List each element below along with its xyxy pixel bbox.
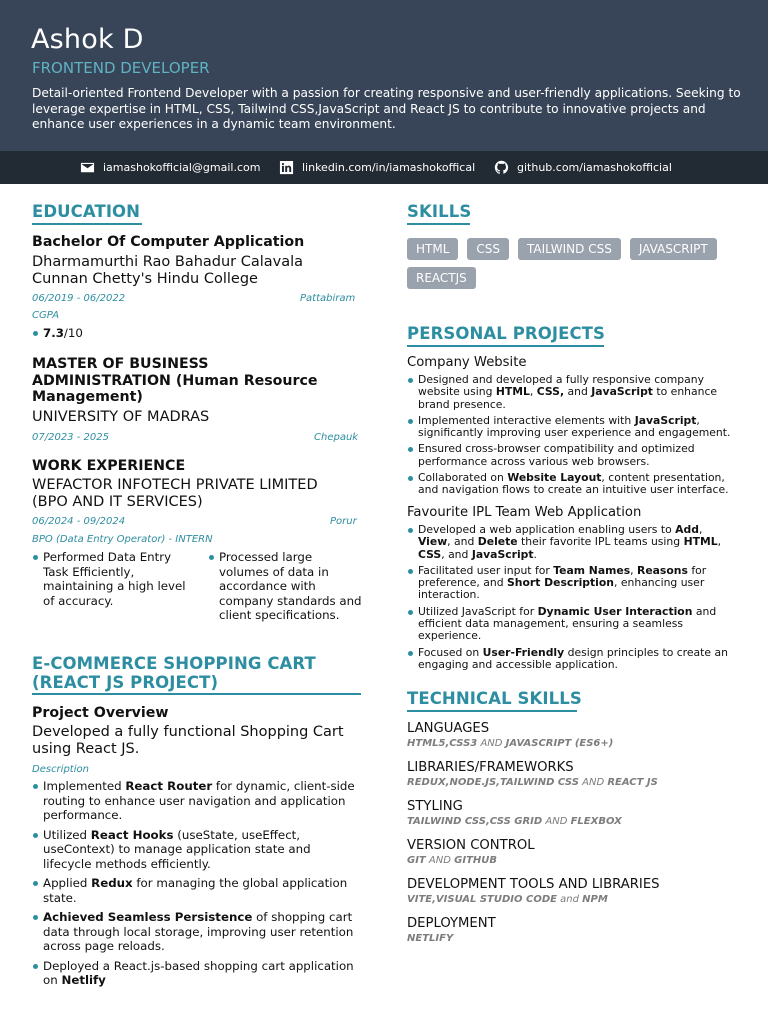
tech-value: FLEXBOX xyxy=(570,816,622,827)
text: (useState, useEffect, useContext) to manage application state and lifecycle methods efficiently. xyxy=(43,827,311,871)
project-1-bullets xyxy=(407,374,737,501)
candidate-name: Ashok D xyxy=(31,24,144,55)
school-name-line2: Cunnan Chetty's Hindu College xyxy=(32,271,258,287)
keyword: Dynamic User Interaction xyxy=(537,604,693,618)
keyword: Delete xyxy=(477,535,518,549)
grade-list xyxy=(32,326,332,346)
profile-summary: Detail-oriented Frontend Developer with a passion for creating responsive and user-friendly applications. Seeking to leverage expertise in HTML, CSS, Tailwind CSS,JavaScript and React JS to contribute to innovative projects and enhance user experiences in a dynamic team environment. xyxy=(32,86,741,131)
text: , content presentation, and navigation flows to create an intuitive user interface. xyxy=(418,471,729,497)
contact-bar xyxy=(0,151,768,184)
tech-value: REDUX,NODE.JS,TAILWIND CSS xyxy=(407,777,579,788)
project-title-2: Favourite IPL Team Web Application xyxy=(407,505,642,520)
text: Deployed a React.js-based shopping cart application on xyxy=(43,958,354,987)
list-item xyxy=(407,472,737,497)
ecommerce-heading: E-COMMERCE SHOPPING CART xyxy=(32,654,316,673)
text: Utilized xyxy=(43,827,91,842)
tech-value: TAILWIND CSS,CSS GRID xyxy=(407,816,543,827)
text: , and xyxy=(447,535,478,549)
keyword: Add xyxy=(675,523,699,536)
overview-title: Project Overview xyxy=(32,705,169,721)
keyword: Website Layout xyxy=(507,471,602,485)
tech-values-libraries xyxy=(407,777,658,788)
text: Collaborated on xyxy=(418,471,508,485)
tech-category-tools: DEVELOPMENT TOOLS AND LIBRARIES xyxy=(407,877,660,892)
ecommerce-bullets xyxy=(32,779,362,993)
text: for managing the global application state. xyxy=(43,876,348,905)
tech-values-version-control xyxy=(407,855,497,866)
contact-github[interactable] xyxy=(494,151,672,184)
education-dates-2: 07/2023 - 2025 xyxy=(32,432,109,443)
list-item xyxy=(32,779,362,823)
tech-values-tools xyxy=(407,894,608,905)
tech-category-libraries: LIBRARIES/FRAMEWORKS xyxy=(407,760,574,775)
text: Implemented interactive elements with xyxy=(418,413,635,427)
text: Developed a web application enabling users to xyxy=(418,523,676,536)
grade-label: CGPA xyxy=(32,310,60,321)
grade-value: 7.3 xyxy=(43,326,64,340)
text: Facilitated user input for xyxy=(418,563,554,577)
education-dates: 06/2019 - 06/2022 xyxy=(32,293,126,304)
list-item xyxy=(32,828,362,872)
school-name: Dharmamurthi Rao Bahadur Calavala xyxy=(32,254,304,270)
tech-category-styling: STYLING xyxy=(407,799,463,814)
keyword: CSS xyxy=(418,547,442,561)
text: , xyxy=(630,563,637,577)
list-item xyxy=(407,415,737,440)
degree-title: Bachelor Of Computer Application xyxy=(32,234,305,250)
text: AND xyxy=(477,738,506,749)
keyword: React Router xyxy=(125,779,213,793)
tech-category-version-control: VERSION CONTROL xyxy=(407,838,535,853)
skill-chip: REACTJS xyxy=(407,267,476,289)
tech-values-languages xyxy=(407,738,613,749)
text: and xyxy=(564,385,592,399)
university-name: UNIVERSITY OF MADRAS xyxy=(32,409,210,425)
grade-suffix: /10 xyxy=(63,326,83,340)
projects-rule xyxy=(407,345,604,347)
text-line: of accuracy. xyxy=(43,593,114,608)
text-line: volumes of data in xyxy=(219,564,329,579)
list-item xyxy=(407,606,737,643)
text: , significantly improving user experience and engagement. xyxy=(418,413,731,440)
text-line: company standards and xyxy=(219,593,362,608)
tech-value: GIT xyxy=(407,855,426,866)
text: AND xyxy=(542,816,571,827)
degree-title-2-line3: Management) xyxy=(32,389,143,405)
list-item xyxy=(32,876,362,905)
skill-chip: HTML xyxy=(407,238,458,260)
work-bullets-right xyxy=(208,550,368,628)
envelope-icon xyxy=(80,160,95,175)
text: of shopping cart data through local storage, improving user retention across page reloads. xyxy=(43,910,354,953)
overview-text-line2: using React JS. xyxy=(32,741,140,757)
list-item xyxy=(407,524,737,561)
keyword: HTML xyxy=(683,535,718,549)
email-text: iamashokofficial@gmail.com xyxy=(103,161,261,174)
tech-value: REACT JS xyxy=(607,777,658,788)
work-location: Porur xyxy=(330,516,357,527)
text-line: Task Efficiently, xyxy=(43,564,135,579)
text: Ensured cross-browser compatibility and optimized performance across various web browsers. xyxy=(418,442,695,468)
linkedin-icon xyxy=(279,160,294,175)
skill-chip: CSS xyxy=(467,238,509,260)
keyword: Achieved Seamless Persistence xyxy=(43,910,253,924)
description-label: Description xyxy=(32,764,89,775)
text: , and xyxy=(441,547,472,561)
text: for preference, and xyxy=(418,563,707,590)
education-rule xyxy=(32,223,142,225)
list-item xyxy=(32,959,362,988)
text: Designed and developed a fully responsive company website using xyxy=(418,373,705,399)
work-bullets-left xyxy=(32,550,207,613)
contact-email[interactable] xyxy=(80,151,260,184)
text-line: accordance with xyxy=(219,579,316,593)
keyword: View xyxy=(418,535,448,549)
list-item xyxy=(32,550,207,608)
tech-value: NETLIFY xyxy=(407,933,454,944)
tech-value: VITE,VISUAL STUDIO CODE xyxy=(407,894,557,905)
keyword: Reasons xyxy=(637,563,688,577)
keyword: JavaScript xyxy=(471,547,534,561)
project-title: Company Website xyxy=(407,355,527,370)
keyword: Short Description xyxy=(507,576,614,590)
text: Implemented xyxy=(43,779,126,793)
company-name: WEFACTOR INFOTECH PRIVATE LIMITED xyxy=(32,477,318,493)
text-line: Performed Data Entry xyxy=(43,550,172,564)
text: and xyxy=(556,894,583,905)
keyword: JavaScript xyxy=(591,385,653,399)
text: , enhancing user interaction. xyxy=(418,576,705,602)
ecommerce-rule xyxy=(32,693,361,695)
education-location: Pattabiram xyxy=(300,293,356,304)
list-item xyxy=(32,910,362,954)
technical-heading: TECHNICAL SKILLS xyxy=(407,689,582,708)
list-item xyxy=(32,326,332,341)
keyword: Team Names xyxy=(553,563,631,577)
work-position: BPO (Data Entry Operator) - INTERN xyxy=(32,534,213,545)
resume-header xyxy=(0,0,768,151)
keyword: Netlify xyxy=(61,973,106,987)
skills-rule xyxy=(407,223,470,225)
list-item xyxy=(208,550,368,623)
keyword: React Hooks xyxy=(90,827,174,842)
keyword: CSS, xyxy=(536,385,565,399)
degree-title-2: MASTER OF BUSINESS xyxy=(32,356,209,372)
tech-value: HTML5,CSS3 xyxy=(407,738,478,749)
keyword: JavaScript xyxy=(634,413,697,427)
degree-title-2-line2: ADMINISTRATION (Human Resource xyxy=(32,373,318,389)
tech-category-languages: LANGUAGES xyxy=(407,721,490,736)
text: , xyxy=(529,385,537,399)
tech-values-styling xyxy=(407,816,622,827)
work-heading: WORK EXPERIENCE xyxy=(32,458,186,474)
keyword: User-Friendly xyxy=(482,645,565,659)
list-item xyxy=(407,374,737,411)
skills-heading: SKILLS xyxy=(407,202,472,221)
text: AND xyxy=(578,777,608,788)
text: to enhance brand presence. xyxy=(418,385,718,411)
candidate-role: FRONTEND DEVELOPER xyxy=(32,59,210,77)
keyword: HTML xyxy=(495,385,530,399)
github-icon xyxy=(494,160,509,175)
tech-value: JAVASCRIPT (ES6+) xyxy=(505,738,614,749)
text: Applied xyxy=(43,876,92,890)
education-location-2: Chepauk xyxy=(314,432,359,443)
text: for dynamic, client-side routing to enhance user navigation and application performance. xyxy=(43,779,355,822)
work-dates: 06/2024 - 09/2024 xyxy=(32,516,126,527)
tech-value: GITHUB xyxy=(454,855,498,866)
text: their favorite IPL teams using xyxy=(517,535,684,549)
text: Utilized JavaScript for xyxy=(418,604,538,618)
text: . xyxy=(533,547,537,561)
company-name-line2: (BPO AND IT SERVICES) xyxy=(32,494,203,510)
education-heading: EDUCATION xyxy=(32,202,141,221)
skills-chips xyxy=(407,238,737,289)
list-item xyxy=(407,443,737,468)
text: Focused on xyxy=(418,645,483,659)
list-item xyxy=(407,565,737,602)
text-line: maintaining a high level xyxy=(43,579,186,593)
project-2-bullets xyxy=(407,524,737,675)
tech-values-deployment xyxy=(407,933,453,944)
tech-category-deployment: DEPLOYMENT xyxy=(407,916,496,931)
text-line: Processed large xyxy=(219,550,313,564)
projects-heading: PERSONAL PROJECTS xyxy=(407,324,605,343)
contact-linkedin[interactable] xyxy=(279,151,475,184)
ecommerce-heading-line2: (REACT JS PROJECT) xyxy=(32,673,219,692)
text-line: client specifications. xyxy=(219,608,340,622)
skill-chip: TAILWIND CSS xyxy=(518,238,621,260)
tech-value: NPM xyxy=(582,894,608,905)
skill-chip: JAVASCRIPT xyxy=(630,238,717,260)
text: , xyxy=(717,535,722,549)
text: , xyxy=(698,523,703,536)
text: AND xyxy=(425,855,455,866)
text: design principles to create an engaging and accessible application. xyxy=(418,645,728,671)
linkedin-text: linkedin.com/in/iamashokoffical xyxy=(302,161,476,174)
list-item xyxy=(407,647,737,672)
keyword: Redux xyxy=(91,876,133,890)
text: and efficient data management, ensuring a seamless experience. xyxy=(418,604,717,643)
github-text: github.com/iamashokofficial xyxy=(517,161,672,174)
overview-text: Developed a fully functional Shopping Cart xyxy=(32,724,344,740)
technical-rule xyxy=(407,710,577,712)
